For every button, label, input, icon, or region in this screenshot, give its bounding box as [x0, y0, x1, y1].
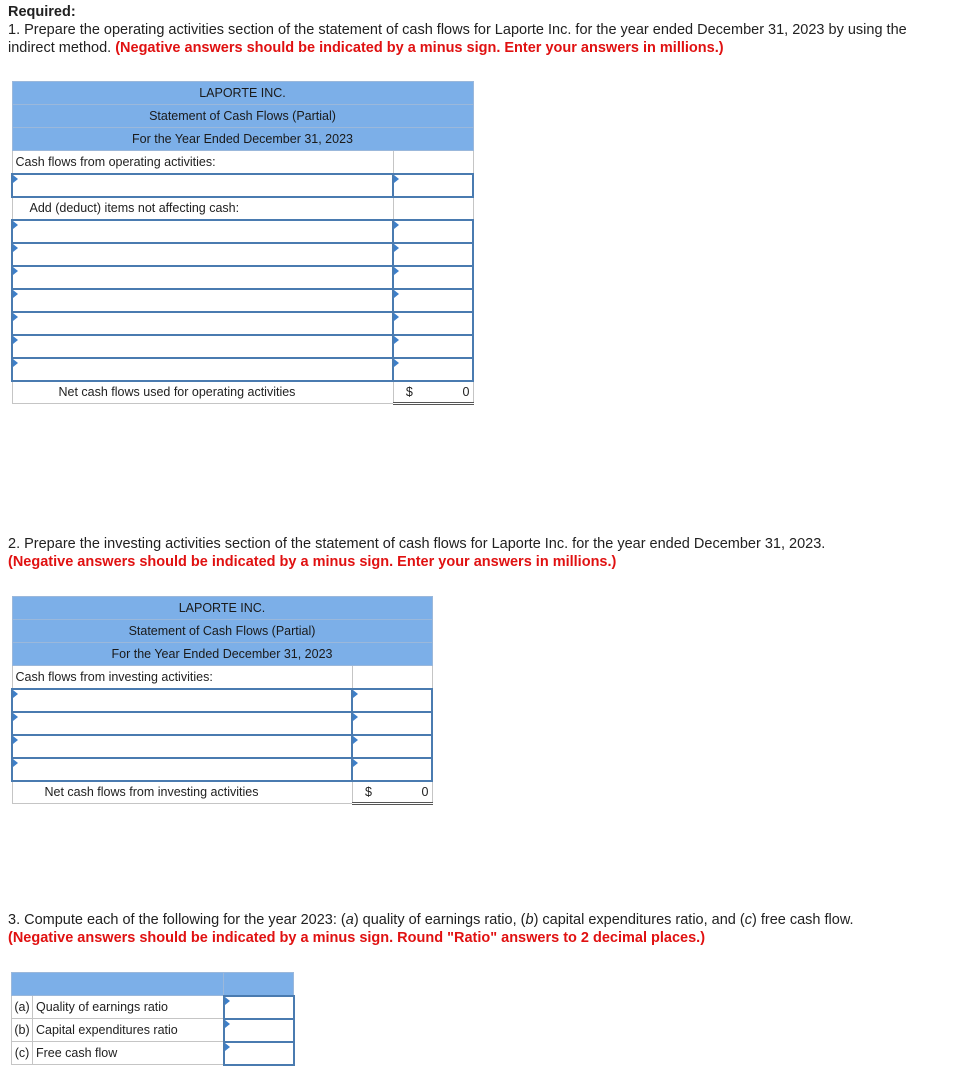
operating-total-cell: [393, 381, 473, 404]
operating-total-value: 0: [462, 384, 470, 399]
adjustment-6-label-input[interactable]: [13, 336, 392, 357]
question-1-instructions: 1. Prepare the operating activities section of the statement of cash flows for Laporte Inc. for the year ended December 31, 2023 by using the indirect method.: [8, 22, 907, 56]
investing-item-1-label[interactable]: [12, 689, 352, 712]
q3-letter-a: a: [345, 912, 354, 928]
company-name-2: LAPORTE INC.: [12, 597, 432, 620]
ratio-input-quality-of-earnings[interactable]: [224, 996, 294, 1019]
adjustment-1-amount-input[interactable]: [394, 221, 472, 242]
ratios-table: [11, 972, 295, 1066]
investing-item-1-label-input[interactable]: [13, 690, 351, 711]
ratio-input-capital-expenditures[interactable]: [224, 1019, 294, 1042]
ratio-letter-a: (a): [12, 996, 33, 1019]
investing-section-label: Cash flows from investing activities:: [12, 666, 352, 689]
investing-section-blank: [352, 666, 432, 689]
investing-item-2-amount-input[interactable]: [353, 713, 431, 734]
adjustment-2-label[interactable]: [12, 243, 393, 266]
ratio-label-free-cash-flow: Free cash flow: [33, 1042, 224, 1065]
ratios-header-value: [224, 973, 294, 996]
question-1-note: (Negative answers should be indicated by a minus sign. Enter your answers in millions.): [115, 40, 724, 56]
investing-item-4-amount[interactable]: [352, 758, 432, 781]
adjustment-3-amount-input[interactable]: [394, 267, 472, 288]
adjustment-1-amount[interactable]: [393, 220, 473, 243]
ratio-input-free-cash-flow[interactable]: [224, 1042, 294, 1065]
investing-total-label: Net cash flows from investing activities: [12, 781, 352, 804]
question-2-text: [8, 535, 938, 571]
investing-item-2-amount[interactable]: [352, 712, 432, 735]
required-heading: [8, 3, 76, 21]
adjustment-2-label-input[interactable]: [13, 244, 392, 265]
question-3-note: (Negative answers should be indicated by a minus sign. Round "Ratio" answers to 2 decimal places.): [8, 930, 706, 946]
adjustment-7-amount-input[interactable]: [394, 359, 472, 380]
capital-expenditures-input[interactable]: [225, 1020, 293, 1041]
ratios-header-label: [12, 973, 224, 996]
ratio-label-quality-of-earnings: Quality of earnings ratio: [33, 996, 224, 1019]
operating-total-label: Net cash flows used for operating activities: [12, 381, 393, 404]
ratio-label-capital-expenditures: Capital expenditures ratio: [33, 1019, 224, 1042]
operating-activities-table: [11, 81, 474, 405]
adjustment-7-label[interactable]: [12, 358, 393, 381]
statement-period-2: For the Year Ended December 31, 2023: [12, 643, 432, 666]
investing-total-value: 0: [421, 784, 429, 799]
question-2-instructions: 2. Prepare the investing activities section of the statement of cash flows for Laporte Inc. for the year ended December 31, 2023.: [8, 536, 826, 552]
investing-item-3-amount-input[interactable]: [353, 736, 431, 757]
investing-item-4-amount-input[interactable]: [353, 759, 431, 780]
investing-item-3-label[interactable]: [12, 735, 352, 758]
q3-text-part-3: ) capital expenditures ratio, and (: [533, 912, 745, 928]
question-1-text: [8, 21, 938, 57]
adjustment-5-amount-input[interactable]: [394, 313, 472, 334]
question-3-instructions: [8, 912, 854, 928]
q3-letter-b: b: [525, 912, 534, 928]
investing-activities-table: [11, 596, 433, 805]
investing-item-4-label-input[interactable]: [13, 759, 351, 780]
adjustment-3-label-input[interactable]: [13, 267, 392, 288]
adjustment-5-amount[interactable]: [393, 312, 473, 335]
adjustment-6-amount-input[interactable]: [394, 336, 472, 357]
adjustment-2-amount-input[interactable]: [394, 244, 472, 265]
adjustments-blank: [393, 197, 473, 220]
adjustment-4-label[interactable]: [12, 289, 393, 312]
company-name: LAPORTE INC.: [12, 82, 473, 105]
investing-item-2-label[interactable]: [12, 712, 352, 735]
adjustment-3-amount[interactable]: [393, 266, 473, 289]
ratio-letter-c: (c): [12, 1042, 33, 1065]
adjustment-4-amount-input[interactable]: [394, 290, 472, 311]
adjustment-6-label[interactable]: [12, 335, 393, 358]
adjustment-1-label[interactable]: [12, 220, 393, 243]
q3-text-part-4: ) free cash flow.: [751, 912, 854, 928]
required-label: Required:: [8, 4, 76, 20]
operating-section-blank: [393, 151, 473, 174]
adjustment-3-label[interactable]: [12, 266, 393, 289]
investing-item-3-amount[interactable]: [352, 735, 432, 758]
free-cash-flow-input[interactable]: [225, 1043, 293, 1064]
adjustment-7-amount[interactable]: [393, 358, 473, 381]
investing-item-1-amount[interactable]: [352, 689, 432, 712]
adjustments-label: Add (deduct) items not affecting cash:: [12, 197, 393, 220]
q3-letter-c: c: [744, 912, 752, 928]
investing-item-2-label-input[interactable]: [13, 713, 351, 734]
investing-item-4-label[interactable]: [12, 758, 352, 781]
investing-total-cell: [352, 781, 432, 804]
quality-of-earnings-input[interactable]: [225, 997, 293, 1018]
q3-text-part-2: ) quality of earnings ratio, (: [353, 912, 526, 928]
adjustment-6-amount[interactable]: [393, 335, 473, 358]
adjustment-4-label-input[interactable]: [13, 290, 392, 311]
operating-item-1-amount[interactable]: [393, 174, 473, 197]
question-2-note: (Negative answers should be indicated by a minus sign. Enter your answers in millions.): [8, 554, 617, 570]
operating-section-label: Cash flows from operating activities:: [12, 151, 393, 174]
adjustment-2-amount[interactable]: [393, 243, 473, 266]
investing-item-1-amount-input[interactable]: [353, 690, 431, 711]
question-3-text: [8, 911, 948, 947]
ratio-letter-b: (b): [12, 1019, 33, 1042]
statement-period: For the Year Ended December 31, 2023: [12, 128, 473, 151]
operating-item-1-label[interactable]: [12, 174, 393, 197]
operating-item-1-amount-input[interactable]: [394, 175, 472, 196]
adjustment-5-label[interactable]: [12, 312, 393, 335]
adjustment-4-amount[interactable]: [393, 289, 473, 312]
statement-title-2: Statement of Cash Flows (Partial): [12, 620, 432, 643]
investing-total-currency: $: [364, 784, 372, 799]
operating-item-1-label-input[interactable]: [13, 175, 392, 196]
q3-text-part-1: 3. Compute each of the following for the year 2023: (: [8, 912, 346, 928]
adjustment-5-label-input[interactable]: [13, 313, 392, 334]
operating-total-currency: $: [405, 384, 413, 399]
adjustment-7-label-input[interactable]: [13, 359, 392, 380]
adjustment-1-label-input[interactable]: [13, 221, 392, 242]
statement-title: Statement of Cash Flows (Partial): [12, 105, 473, 128]
investing-item-3-label-input[interactable]: [13, 736, 351, 757]
